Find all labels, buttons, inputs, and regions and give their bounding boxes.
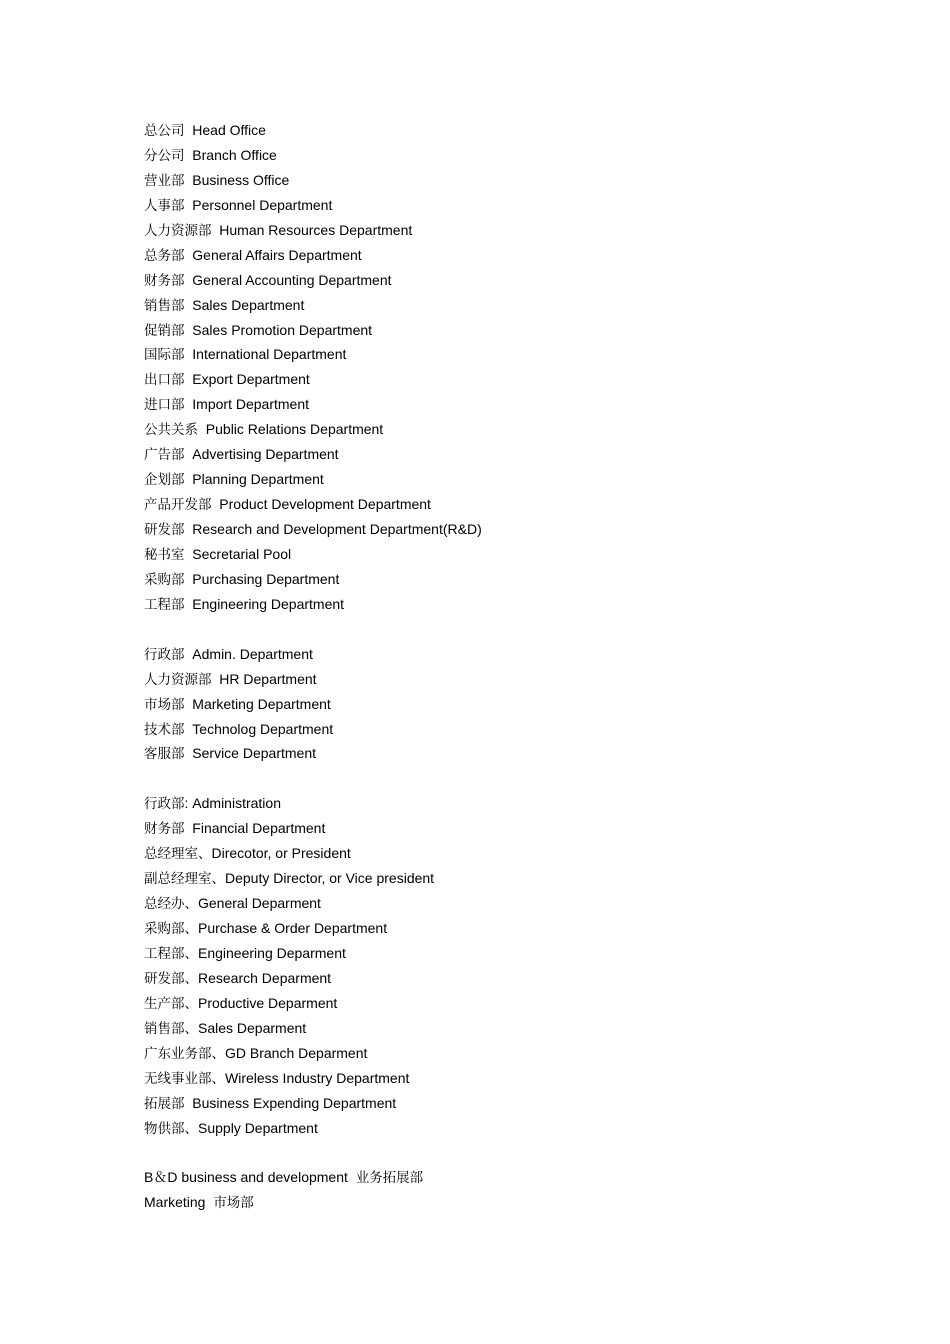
english-term: General Accounting Department <box>192 271 392 288</box>
list-item <box>144 1190 844 1215</box>
list-item <box>144 816 844 841</box>
chinese-term: 广东业务部、 <box>144 1045 225 1062</box>
english-term: Planning Department <box>192 471 324 488</box>
list-item <box>144 268 844 293</box>
list-item <box>144 1165 844 1190</box>
english-term: Public Relations Department <box>205 421 384 438</box>
english-term: Sales Deparment <box>198 1019 307 1036</box>
list-item <box>144 841 844 866</box>
english-term: General Affairs Department <box>192 246 362 263</box>
list-item <box>144 567 844 592</box>
english-term: Financial Department <box>192 820 326 837</box>
chinese-term: 总公司 <box>144 123 185 139</box>
list-item <box>144 1016 844 1041</box>
english-term: Productive Deparment <box>198 994 338 1011</box>
chinese-term: 无线事业部、 <box>144 1070 225 1087</box>
english-term: Marketing <box>144 1194 206 1211</box>
chinese-term: 物供部、 <box>144 1120 198 1137</box>
chinese-term: 工程部 <box>144 596 185 613</box>
section-1 <box>144 118 844 617</box>
english-term: Secretarial Pool <box>192 545 292 562</box>
english-term: Purchase & Order Department <box>198 920 388 936</box>
list-item <box>144 1116 844 1141</box>
list-item <box>144 1066 844 1091</box>
chinese-term: 进口部 <box>144 397 185 414</box>
english-term: Supply Department <box>198 1119 318 1136</box>
english-term: Product Development Department <box>219 496 431 513</box>
english-term: Engineering Department <box>192 595 345 612</box>
english-term: Sales Department <box>192 296 305 313</box>
list-item <box>144 991 844 1016</box>
english-term: Human Resources Department <box>219 221 413 238</box>
english-term: International Department <box>192 346 347 363</box>
chinese-term: 财务部 <box>144 821 185 838</box>
section-4 <box>144 1165 844 1215</box>
list-item <box>144 417 844 442</box>
chinese-term: 企划部 <box>144 472 185 489</box>
list-item <box>144 517 844 542</box>
list-item <box>144 717 844 742</box>
english-term: Service Department <box>192 745 316 762</box>
section-3 <box>144 791 844 1140</box>
list-item <box>144 467 844 492</box>
chinese-term: 公共关系 <box>144 422 198 439</box>
chinese-term: 国际部 <box>144 347 185 364</box>
document-page <box>144 118 844 1215</box>
chinese-term: 总经办、 <box>144 896 198 913</box>
english-term: Personnel Department <box>192 196 333 213</box>
list-item <box>144 1091 844 1116</box>
english-term: Direcotor, or President <box>211 845 351 862</box>
list-item <box>144 492 844 517</box>
chinese-term: 人力资源部 <box>144 222 212 239</box>
list-item <box>144 866 844 891</box>
english-term: Business Expending Department <box>192 1094 397 1111</box>
chinese-term: 副总经理室、 <box>144 871 225 888</box>
list-item <box>144 342 844 367</box>
chinese-term: 人力资源部 <box>144 671 212 688</box>
separator <box>198 421 206 437</box>
list-item <box>144 542 844 567</box>
separator: : <box>184 795 193 812</box>
list-item <box>144 392 844 417</box>
chinese-term: 广告部 <box>144 447 185 464</box>
section-gap <box>144 617 844 642</box>
english-term: Export Department <box>192 371 310 388</box>
chinese-term: 总务部 <box>144 247 185 264</box>
english-term: Engineering Deparment <box>198 944 346 961</box>
list-item <box>144 193 844 218</box>
chinese-term: 采购部 <box>144 571 185 588</box>
chinese-term: 拓展部 <box>144 1095 185 1112</box>
english-term: Research Deparment <box>198 969 332 986</box>
english-term: General Deparment <box>198 895 321 912</box>
section-gap <box>144 1140 844 1165</box>
english-term: Administration <box>192 795 281 812</box>
chinese-term: 秘书室 <box>144 546 185 563</box>
chinese-term: 促销部 <box>144 322 185 339</box>
list-item <box>144 243 844 268</box>
english-term: Research and Development Department(R&D) <box>192 521 482 537</box>
list-item <box>144 966 844 991</box>
list-item <box>144 692 844 717</box>
english-term: Marketing Department <box>192 695 331 712</box>
separator <box>348 1169 356 1185</box>
english-term: B＆D business and development <box>144 1169 348 1186</box>
english-term: Admin. Department <box>192 645 313 662</box>
english-term: Branch Office <box>192 146 277 163</box>
chinese-term: 客服部 <box>144 746 185 763</box>
english-term: Head Office <box>192 122 266 138</box>
chinese-term: 生产部、 <box>144 995 198 1012</box>
list-item <box>144 891 844 916</box>
chinese-term: 销售部、 <box>144 1020 198 1037</box>
chinese-term: 行政部 <box>144 796 185 813</box>
list-item <box>144 916 844 941</box>
list-item <box>144 118 844 143</box>
list-item <box>144 168 844 193</box>
chinese-term: 营业部 <box>144 172 185 189</box>
chinese-term: 总经理室、 <box>144 846 212 863</box>
english-term: Deputy Director, or Vice president <box>225 870 435 887</box>
chinese-term: 出口部 <box>144 372 185 389</box>
section-2 <box>144 642 844 767</box>
list-item <box>144 791 844 816</box>
list-item <box>144 318 844 343</box>
chinese-term: 技术部 <box>144 721 185 738</box>
english-term: Business Office <box>192 171 290 188</box>
chinese-term: 分公司 <box>144 147 185 164</box>
english-term: Sales Promotion Department <box>192 321 373 338</box>
chinese-term: 产品开发部 <box>144 497 212 514</box>
list-item <box>144 741 844 766</box>
chinese-term: 工程部、 <box>144 945 198 962</box>
english-term: Import Department <box>192 396 309 413</box>
chinese-term: 研发部、 <box>144 970 198 987</box>
list-item <box>144 442 844 467</box>
chinese-term: 市场部 <box>144 696 185 713</box>
list-item <box>144 143 844 168</box>
section-gap <box>144 766 844 791</box>
chinese-term: 业务拓展部 <box>355 1170 424 1187</box>
chinese-term: 行政部 <box>144 646 185 663</box>
chinese-term: 人事部 <box>144 197 185 214</box>
english-term: Technolog Department <box>192 720 334 737</box>
chinese-term: 研发部 <box>144 522 185 538</box>
list-item <box>144 642 844 667</box>
list-item <box>144 592 844 617</box>
list-item <box>144 367 844 392</box>
english-term: Advertising Department <box>192 446 339 463</box>
list-item <box>144 293 844 318</box>
english-term: HR Department <box>219 670 317 687</box>
english-term: GD Branch Deparment <box>225 1044 368 1061</box>
chinese-term: 采购部、 <box>144 921 198 937</box>
list-item <box>144 218 844 243</box>
chinese-term: 市场部 <box>213 1195 254 1212</box>
list-item <box>144 1041 844 1066</box>
chinese-term: 财务部 <box>144 272 185 289</box>
list-item <box>144 667 844 692</box>
english-term: Wireless Industry Department <box>225 1069 410 1086</box>
chinese-term: 销售部 <box>144 297 185 314</box>
english-term: Purchasing Department <box>192 570 340 587</box>
list-item <box>144 941 844 966</box>
